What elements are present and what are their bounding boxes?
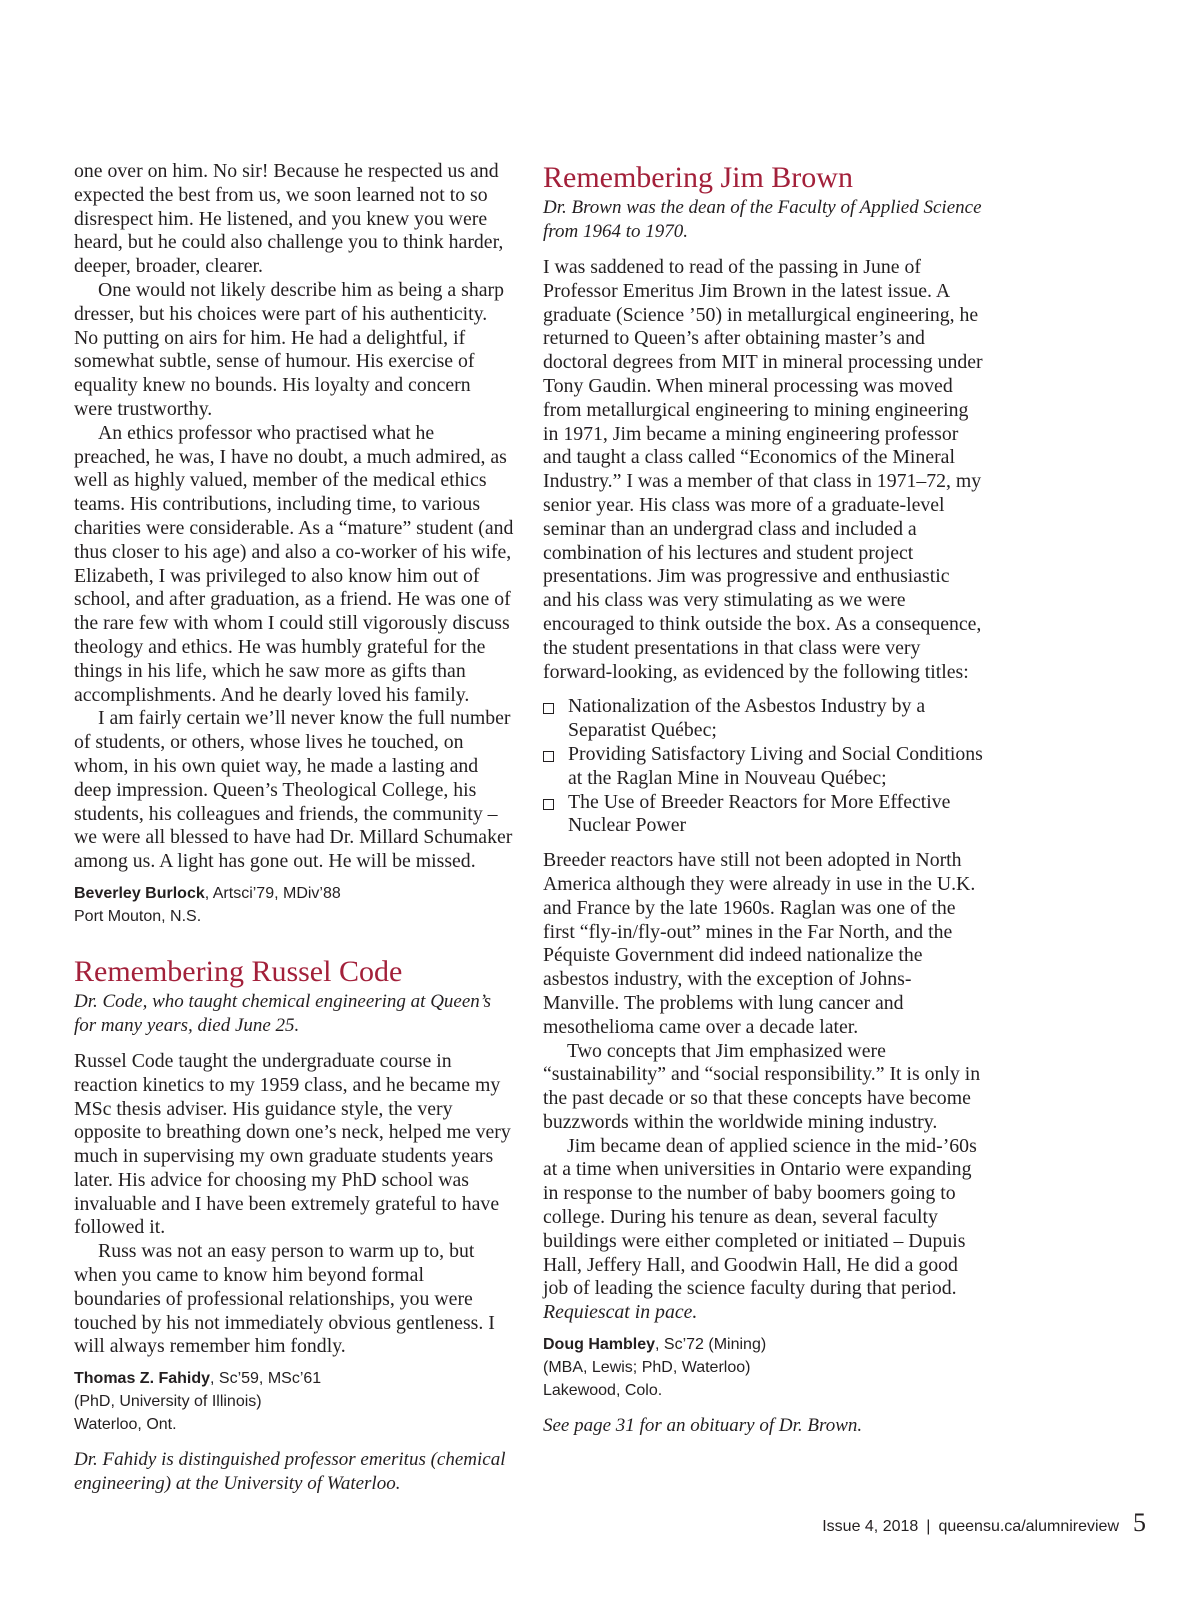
section-dek: Dr. Code, who taught chemical engineering at Queen’s for many years, died June 25. [74, 990, 492, 1036]
signature-location: Port Mouton, N.S. [74, 907, 202, 925]
latin-phrase: Requiescat in pace. [543, 1301, 698, 1324]
footer-url: queensu.ca/alumnireview [938, 1518, 1119, 1535]
signature-location: Waterloo, Ont. [74, 1416, 177, 1434]
signature-name: Beverley Burlock [74, 884, 205, 902]
signature-burlock [74, 882, 514, 928]
author-note: Dr. Fahidy is distinguished professor emeritus (chemical engineering) at the University of Waterloo. [74, 1449, 506, 1495]
signature-line: (PhD, University of Illinois) [74, 1393, 262, 1411]
page-number: 5 [1133, 1508, 1146, 1537]
left-column [74, 160, 514, 1496]
signature-line: (MBA, Lewis; PhD, Waterloo) [543, 1359, 751, 1377]
issue-label: Issue 4, 2018 [822, 1518, 919, 1535]
letter-paragraph: Jim became dean of applied science in the mid-’60s at a time when universities in Ontario were expanding in response to the number of baby boomers going to college. During his tenure as dean, several faculty buildings were either completed or initiated – Dupuis Hall, Jeffery Hall, and Goodwin Hall, He did a good job of leading the science faculty during that period. Requiescat in pace. [543, 1134, 977, 1324]
page-footer [822, 1508, 1146, 1538]
letter-paragraph: Breeder reactors have still not been adopted in North America although they were already in use in the U.K. and France by the late 1960s. Raglan was one of the first “fly-in/fly-out” mines in the Far North, and the Péquiste Government did indeed nationalize the asbestos industry, with the exception of Johns-Manville. The problems with lung cancer and mesothelioma came over a decade later. [543, 849, 976, 1038]
signature-credentials: , Sc’59, MSc’61 [210, 1370, 322, 1388]
letter-paragraph: Russ was not an easy person to warm up to, but when you came to know him beyond formal boundaries of professional relationships, you were touched by his not immediately obvious gentleness. I will always remember him fondly. [74, 1240, 495, 1358]
checkbox-bullet-icon [543, 703, 554, 714]
list-item: Nationalization of the Asbestos Industry by a Separatist Québec; [543, 695, 983, 743]
list-item: The Use of Breeder Reactors for More Effective Nuclear Power [543, 791, 983, 839]
signature-credentials: , Artsci’79, MDiv’88 [204, 884, 341, 902]
section-dek: Dr. Brown was the dean of the Faculty of Applied Science from 1964 to 1970. [543, 197, 982, 242]
letter-paragraph: Two concepts that Jim emphasized were “sustainability” and “social responsibility.” It is only in the past decade or so that these concepts have become buzzwords within the worldwide mining industry. [543, 1039, 981, 1133]
letter-paragraph: one over on him. No sir! Because he respected us and expected the best from us, we soon learned not to so disrespect him. He listened, and you knew you were heard, but he could also challenge you to think harder, deeper, broader, clearer. [74, 160, 504, 278]
signature-name: Doug Hambley [543, 1336, 656, 1354]
signature-name: Thomas Z. Fahidy [74, 1370, 211, 1388]
signature-hambley [543, 1333, 983, 1402]
signature-fahidy [74, 1367, 514, 1436]
titles-list [543, 695, 983, 838]
letter-paragraph: An ethics professor who practised what he preached, he was, I have no doubt, a much admired, as well as highly valued, member of the medical ethics teams. His contributions, including time, to various charities were considerable. As a “mature” student (and thus closer to his age) and also a co-worker of his wife, Elizabeth, I was privileged to also know him out of school, and after graduation, as a friend. He was one of the rare few with whom I could still vigorously discuss theology and ethics. He was humbly grateful for the things in his life, which he saw more as gifts than accomplishments. And he dearly loved his family. [74, 421, 514, 706]
letter-paragraph: I was saddened to read of the passing in June of Professor Emeritus Jim Brown in the latest issue. A graduate (Science ’50) in metallurgical engineering, he returned to Queen’s after obtaining master’s and doctoral degrees from MIT in mineral processing under Tony Gaudin. When mineral processing was moved from metallurgical engineering to mining engineering in 1971, Jim became a mining engineering professor and taught a class called “Economics of the Mineral Industry.” I was a member of that class in 1971–72, my senior year. His class was more of a graduate-level seminar than an undergrad class and included a combination of his lectures and student project presentations. Jim was progressive and enthusiastic and his class was very stimulating as we were encouraged to think outside the box. As a consequence, the student presentations in that class were very forward-looking, as evidenced by the following titles: [543, 256, 983, 683]
signature-credentials: , Sc’72 (Mining) [655, 1336, 767, 1354]
section-heading-russel-code: Remembering Russel Code [74, 954, 403, 988]
right-column [543, 160, 983, 1438]
section-heading-jim-brown: Remembering Jim Brown [543, 161, 853, 194]
list-item: Providing Satisfactory Living and Social Conditions at the Raglan Mine in Nouveau Québec; [543, 743, 983, 791]
checkbox-bullet-icon [543, 799, 554, 810]
footer-separator: | [926, 1518, 931, 1535]
cross-reference-note: See page 31 for an obituary of Dr. Brown. [543, 1415, 863, 1437]
signature-location: Lakewood, Colo. [543, 1382, 663, 1400]
letter-paragraph: One would not likely describe him as being a sharp dresser, but his choices were part of his authenticity. No putting on airs for him. He had a delightful, if somewhat subtle, sense of humour. His exercise of equality knew no bounds. His loyalty and concern were trustworthy. [74, 278, 504, 420]
checkbox-bullet-icon [543, 751, 554, 762]
letter-paragraph: Russel Code taught the undergraduate course in reaction kinetics to my 1959 class, and he became my MSc thesis adviser. His guidance style, the very opposite to breathing down one’s neck, helped me very much in supervising my own graduate students years later. His advice for choosing my PhD school was invaluable and I have been extremely grateful to have followed it. [74, 1049, 511, 1239]
letter-paragraph: I am fairly certain we’ll never know the full number of students, or others, whose lives he touched, on whom, in his own quiet way, he made a lasting and deep impression. Queen’s Theological College, his students, his colleagues and friends, the community – we were all blessed to have had Dr. Millard Schumaker among us. A light has gone out. He will be missed. [74, 707, 513, 873]
